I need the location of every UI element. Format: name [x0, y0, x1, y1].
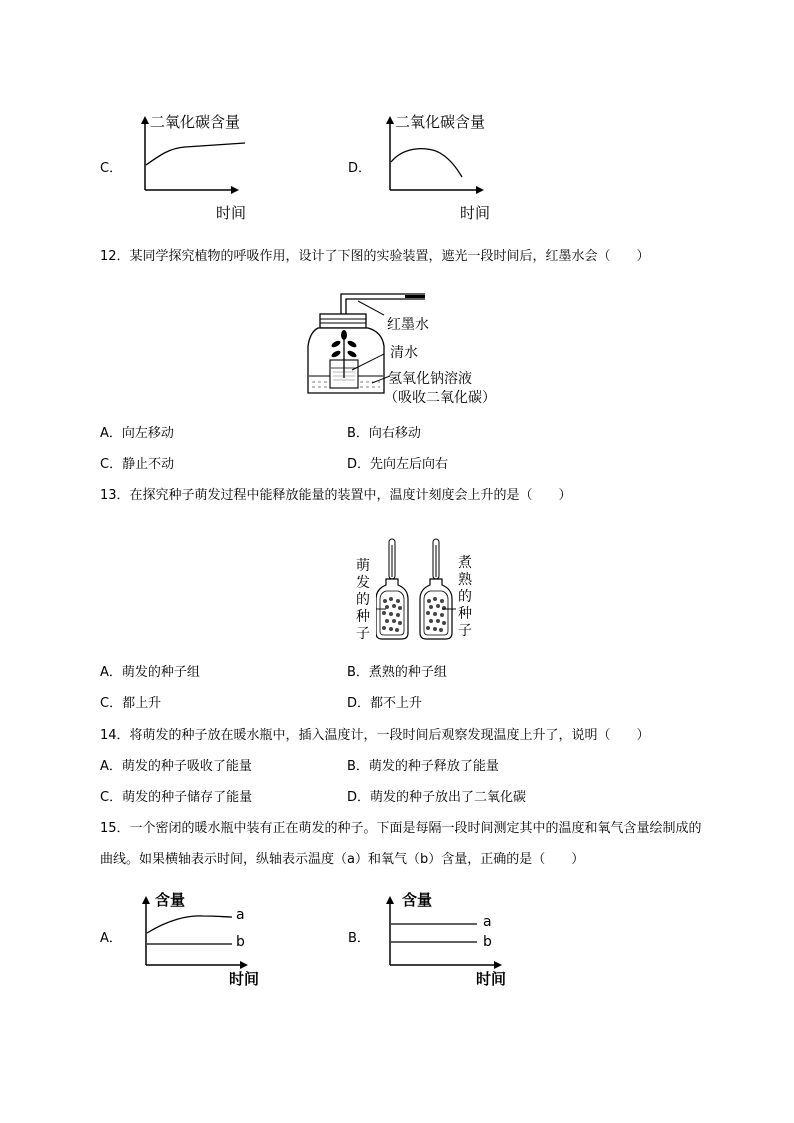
y-axis-label: 二氧化碳含量: [150, 113, 241, 131]
option-letter: C．: [100, 161, 123, 176]
option-a[interactable]: A．萌发的种子吸收了能量: [100, 759, 252, 774]
y-axis-label: 二氧化碳含量: [395, 113, 486, 131]
option-b[interactable]: B．煮熟的种子组: [347, 665, 447, 680]
option-d[interactable]: D．先向左后向右: [347, 457, 449, 472]
option-c[interactable]: C．静止不动: [100, 457, 175, 472]
label-red-ink: 红墨水: [387, 317, 429, 333]
thermos-flasks-figure: [376, 537, 456, 642]
option-c[interactable]: C．都上升: [100, 696, 162, 711]
label-cooked-seeds: 煮熟的种子: [458, 555, 472, 639]
series-b-label: b: [483, 934, 492, 950]
series-a-label: a: [236, 907, 245, 923]
q14-stem: 14．将萌发的种子放在暖水瓶中，插入温度计，一段时间后观察发现温度上升了，说明（ ）: [100, 728, 650, 743]
q15-stem-line1: 15．一个密闭的暖水瓶中装有正在萌发的种子。下面是每隔一段时间测定其中的温度和氧气含量绘制成的: [100, 821, 702, 836]
series-a-label: a: [483, 914, 492, 930]
option-b[interactable]: B．萌发的种子释放了能量: [347, 759, 499, 774]
option-b[interactable]: B．向右移动: [347, 426, 421, 441]
option-letter: B．: [348, 931, 370, 946]
option-letter: A．: [100, 931, 122, 946]
label-naoh: 氢氧化钠溶液: [388, 371, 472, 387]
option-a[interactable]: A．向左移动: [100, 426, 174, 441]
option-c[interactable]: C．萌发的种子储存了能量: [100, 790, 253, 805]
label-water: 清水: [390, 345, 418, 361]
option-d[interactable]: D．萌发的种子放出了二氧化碳: [347, 790, 527, 805]
y-axis-label: 含量: [402, 891, 433, 909]
option-letter: D．: [348, 161, 372, 176]
label-absorb-co2: （吸收二氧化碳）: [384, 390, 496, 406]
x-axis-label: 时间: [229, 970, 260, 988]
option-d[interactable]: D．都不上升: [347, 696, 423, 711]
label-germinating-seeds: 萌发的种子: [356, 558, 370, 642]
q12-stem: 12．某同学探究植物的呼吸作用，设计了下图的实验装置，遮光一段时间后，红墨水会（ ）: [100, 249, 650, 264]
y-axis-label: 含量: [155, 891, 186, 909]
q13-stem: 13．在探究种子萌发过程中能释放能量的装置中，温度计刻度会上升的是（ ）: [100, 488, 572, 503]
x-axis-label: 时间: [476, 970, 507, 988]
option-a[interactable]: A．萌发的种子组: [100, 665, 200, 680]
series-b-label: b: [236, 934, 245, 950]
q15-stem-line2: 曲线。如果横轴表示时间，纵轴表示温度（a）和氧气（b）含量，正确的是（ ）: [100, 852, 585, 867]
x-axis-label: 时间: [460, 204, 491, 222]
x-axis-label: 时间: [216, 204, 247, 222]
